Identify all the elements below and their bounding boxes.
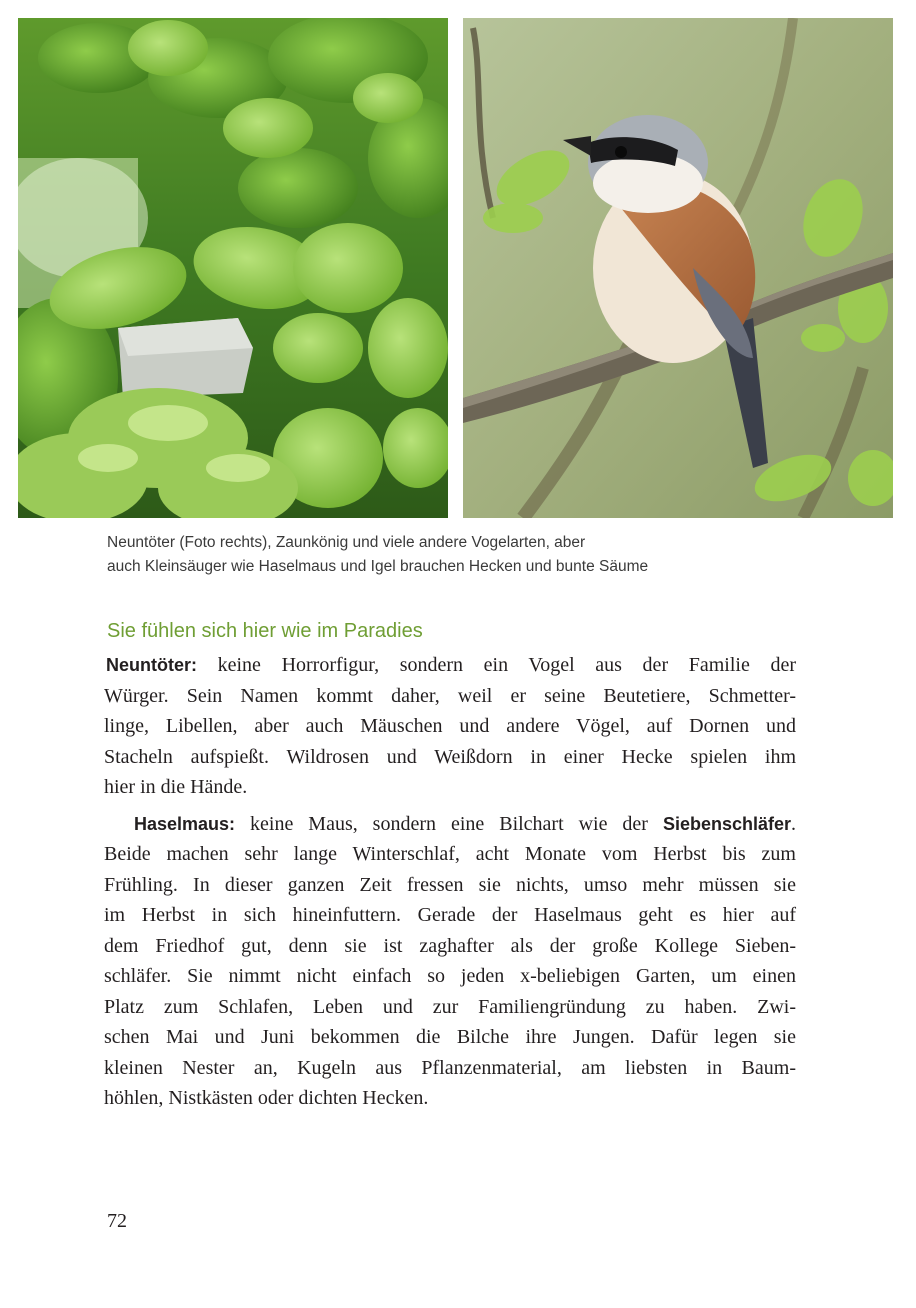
text-line: Würger. Sein Namen kommt daher, weil er seine Beutetiere, Schmetter- [104,684,796,707]
hedge-illustration [18,18,448,518]
text-line: Frühling. In dieser ganzen Zeit fressen sie nichts, umso mehr müssen sie [104,873,796,896]
text-line: schläfer. Sie nimmt nicht einfach so jeden x-beliebigen Garten, um einen [104,965,796,987]
text-line: Platz zum Schlafen, Leben und zur Familiengründung zu haben. Zwi- [104,995,796,1018]
text-line: höhlen, Nistkästen oder dichten Hecken. [104,1087,429,1109]
text-line: hier in die Hände. [104,776,248,798]
text-line: dem Friedhof gut, denn sie ist zaghafter als der große Kollege Sieben- [104,934,796,957]
photo-shrike [463,18,893,518]
caption-line-2: auch Kleinsäuger wie Haselmaus und Igel brauchen Hecken und bunte Säume [107,558,649,575]
paragraph-haselmaus [104,809,796,1114]
text-line: schen Mai und Juni bekommen die Bilche ihre Jungen. Dafür legen sie [104,1026,796,1048]
page-number: 72 [107,1210,127,1232]
paragraph-neuntoeter [104,650,796,803]
caption-line-1: Neuntöter (Foto rechts), Zaunkönig und viele andere Vogelarten, aber [107,534,586,551]
body-text [104,650,796,1114]
text-line: Neuntöter: keine Horrorfigur, sondern ein Vogel aus der Familie der [106,654,796,676]
text-line: linge, Libellen, aber auch Mäuschen und andere Vögel, auf Dornen und [104,715,796,737]
shrike-illustration [463,18,893,518]
text-line: kleinen Nester an, Kugeln aus Pflanzenmaterial, am liebsten in Baum- [104,1056,796,1079]
text-line: Beide machen sehr lange Winterschlaf, acht Monate vom Herbst bis zum [104,843,796,865]
keyword-neuntoeter: Neuntöter: [106,655,197,675]
text-line: Stacheln aufspießt. Wildrosen und Weißdorn in einer Hecke spielen ihm [104,745,796,768]
keyword-haselmaus: Haselmaus: [134,813,236,834]
photo-hedge-gravestone [18,18,448,518]
text-line: im Herbst in sich hineinfuttern. Gerade der Haselmaus geht es hier auf [104,904,796,926]
photo-caption [107,531,807,579]
section-heading: Sie fühlen sich hier wie im Paradies [107,620,423,642]
keyword-siebenschlaefer: Siebenschläfer [662,813,791,834]
text-line: Haselmaus: keine Maus, sondern eine Bilchart wie der Siebenschläfer. [134,812,796,835]
